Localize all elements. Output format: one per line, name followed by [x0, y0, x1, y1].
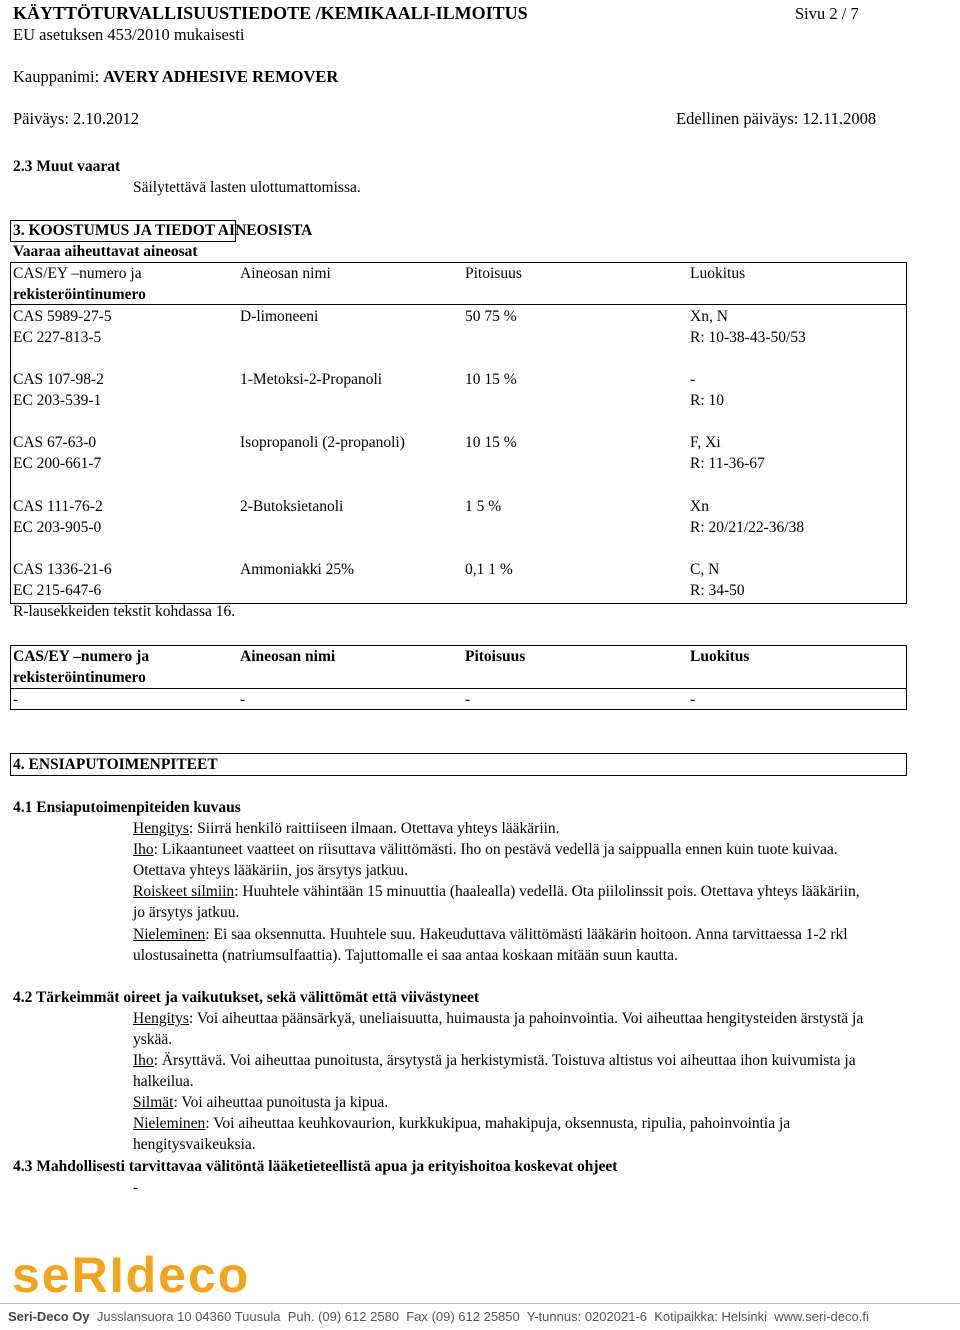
previous-date: Edellinen päiväys: 12.11.2008 [676, 109, 877, 128]
t2-col-conc-header: Pitoisuus [465, 648, 526, 665]
logo-text: seRIdeco [12, 1248, 251, 1300]
classification: C, N [690, 561, 720, 578]
first-aid-eyes [133, 881, 873, 923]
footer-fax: (09) 612 25850 [431, 1309, 520, 1324]
date: Päiväys: 2.10.2012 [13, 109, 140, 128]
footer-company: Seri-Deco Oy [8, 1309, 90, 1324]
t2-cell: - [465, 691, 471, 708]
section-4-2-heading: 4.2 Tärkeimmät oireet ja vaikutukset, sekä välittömät että viivästyneet [13, 989, 480, 1006]
components-table [10, 262, 907, 604]
r-phrases: R: 34-50 [690, 582, 745, 599]
classification: Xn, N [690, 308, 728, 325]
first-aid-label: Roiskeet silmiin [133, 883, 235, 900]
cas-number: CAS 5989-27-5 [13, 308, 112, 325]
trade-name-line [13, 66, 338, 87]
concentration: 10 15 % [465, 371, 517, 388]
t2-cell: - [690, 691, 696, 708]
symptom-text: : Voi aiheuttaa keuhkovaurion, kurkkukipua, mahakipuja, oksennusta, ripulia, pahoinvointia ja hengitysvaikeuksia. [133, 1115, 791, 1153]
symptom-text: : Voi aiheuttaa punoitusta ja kipua. [173, 1094, 389, 1111]
trade-name: AVERY ADHESIVE REMOVER [103, 67, 339, 86]
ec-number: EC 203-539-1 [13, 392, 102, 409]
col-cas-header-2: rekisteröintinumero [13, 286, 146, 303]
page-number: Sivu 2 / 7 [795, 4, 859, 23]
symptom-label: Iho [133, 1052, 154, 1069]
footer-kotipaikka-label: Kotipaikka: [654, 1309, 718, 1324]
col-name-header: Aineosan nimi [240, 265, 331, 282]
first-aid-text: : Huuhtele vähintään 15 minuuttia (haalealla) vedellä. Ota piilolinssit pois. Otettava yhteys lääkäriin, jo ärsytys jatkuu. [133, 883, 860, 921]
footer-kotipaikka: Helsinki [721, 1309, 767, 1324]
t2-col-cas-header-1: CAS/EY –numero ja [13, 648, 150, 665]
component-name: D-limoneeni [240, 308, 319, 325]
trade-name-label: Kauppanimi: [13, 67, 100, 86]
first-aid-inhalation [133, 818, 873, 839]
seri-deco-logo [12, 1248, 322, 1300]
symptom-text: : Voi aiheuttaa päänsärkyä, uneliaisuutta, huimausta ja pahoinvointia. Voi aiheuttaa hengitysteiden ärstystä ja yskää. [133, 1010, 864, 1048]
classification: F, Xi [690, 434, 721, 451]
t2-cell: - [13, 691, 19, 708]
seri-deco-logo-mark [12, 1248, 322, 1300]
component-name: 2-Butoksietanoli [240, 498, 344, 515]
cas-number: CAS 67-63-0 [13, 434, 97, 451]
symptom-text: : Ärsyttävä. Voi aiheuttaa punoitusta, ärsytystä ja herkistymistä. Toistuva altistus voi aiheuttaa ihon kuivumista ja halkeilua. [133, 1052, 856, 1090]
classification: Xn [690, 498, 709, 515]
footer-ytunnus-label: Y-tunnus: [526, 1309, 582, 1324]
footer-phone-label: Puh. [287, 1309, 315, 1324]
section-2-3-text: Säilytettävä lasten ulottumattomissa. [133, 179, 361, 196]
symptom-ingestion [133, 1113, 873, 1155]
first-aid-label: Nieleminen [133, 926, 206, 943]
first-aid-text: : Likaantuneet vaatteet on riisuttava välittömästi. Iho on pestävä vedellä ja saippualla ennen kuin tuote kuivaa. Otettava yhteys lääkäriin, jos ärsytys jatkuu. [133, 841, 838, 879]
component-name: 1-Metoksi-2-Propanoli [240, 371, 383, 388]
t2-cell: - [240, 691, 246, 708]
section-4-3-heading: 4.3 Mahdollisesti tarvittavaa välitöntä lääketieteellistä apua ja erityishoitoa koskevat ohjeet [13, 1158, 618, 1175]
footer-website[interactable]: www.seri-deco.fi [774, 1309, 869, 1324]
footer-address: Jusslansuora 10 04360 Tuusula [96, 1309, 281, 1324]
first-aid-ingestion [133, 924, 873, 966]
col-cas-header-1: CAS/EY –numero ja [13, 265, 142, 282]
document-title: KÄYTTÖTURVALLISUUSTIEDOTE /KEMIKAALI-ILMOITUS [13, 3, 528, 23]
section-4-heading: 4. ENSIAPUTOIMENPITEET [13, 756, 218, 773]
first-aid-label: Hengitys [133, 820, 189, 837]
section-3-heading: 3. KOOSTUMUS JA TIEDOT AINEOSISTA [13, 222, 313, 239]
col-conc-header: Pitoisuus [465, 265, 522, 282]
concentration: 0,1 1 % [465, 561, 513, 578]
section-4-3-text: - [133, 1179, 139, 1196]
ec-number: EC 215-647-6 [13, 582, 102, 599]
ec-number: EC 200-661-7 [13, 455, 102, 472]
symptom-label: Silmät [133, 1094, 174, 1111]
symptom-skin [133, 1050, 873, 1092]
col-class-header: Luokitus [690, 265, 746, 282]
r-phrases: R: 11-36-67 [690, 455, 765, 472]
t2-col-class-header: Luokitus [690, 648, 750, 665]
ec-number: EC 203-905-0 [13, 519, 102, 536]
footer-fax-label: Fax [406, 1309, 428, 1324]
symptom-eyes [133, 1092, 873, 1113]
concentration: 10 15 % [465, 434, 517, 451]
ec-number: EC 227-813-5 [13, 329, 102, 346]
r-phrases: R: 10-38-43-50/53 [690, 329, 806, 346]
concentration: 50 75 % [465, 308, 517, 325]
symptom-label: Nieleminen [133, 1115, 206, 1132]
component-name: Isopropanoli (2-propanoli) [240, 434, 405, 451]
section-2-3-heading: 2.3 Muut vaarat [13, 158, 121, 175]
section-3-subheading: Vaaraa aiheuttavat aineosat [13, 243, 198, 260]
r-phrases: R: 10 [690, 392, 725, 409]
cas-number: CAS 107-98-2 [13, 371, 104, 388]
first-aid-text: : Ei saa oksennutta. Huuhtele suu. Hakeuduttava välittömästi lääkärin hoitoon. Anna tarvittaessa 1-2 rkl ulostusainetta (natriumsulfaattia). Tajuttomalle ei saa antaa koskaan mitään suun kautta. [133, 926, 848, 964]
t2-col-name-header: Aineosan nimi [240, 648, 336, 665]
symptom-label: Hengitys [133, 1010, 189, 1027]
classification: - [690, 371, 696, 388]
footer-ytunnus: 0202021-6 [584, 1309, 647, 1324]
cas-number: CAS 111-76-2 [13, 498, 103, 515]
footer [8, 1307, 958, 1327]
svg-text:seRIdeco [12, 1248, 250, 1300]
first-aid-text: : Siirrä henkilö raittiiseen ilmaan. Otettava yhteys lääkäriin. [188, 820, 560, 837]
first-aid-skin [133, 839, 873, 881]
t2-col-cas-header-2: rekisteröintinumero [13, 669, 146, 686]
section-4-1-heading: 4.1 Ensiaputoimenpiteiden kuvaus [13, 799, 241, 816]
r-phrases-note: R-lausekkeiden tekstit kohdassa 16. [13, 603, 236, 620]
concentration: 1 5 % [465, 498, 502, 515]
footer-divider [0, 1303, 960, 1304]
symptom-inhalation [133, 1008, 873, 1050]
r-phrases: R: 20/21/22-36/38 [690, 519, 805, 536]
regulation-text: EU asetuksen 453/2010 mukaisesti [13, 25, 245, 44]
first-aid-label: Iho [133, 841, 154, 858]
cas-number: CAS 1336-21-6 [13, 561, 112, 578]
component-name: Ammoniakki 25% [240, 561, 355, 578]
table2-header-divider [10, 688, 907, 689]
footer-phone: (09) 612 2580 [318, 1309, 400, 1324]
